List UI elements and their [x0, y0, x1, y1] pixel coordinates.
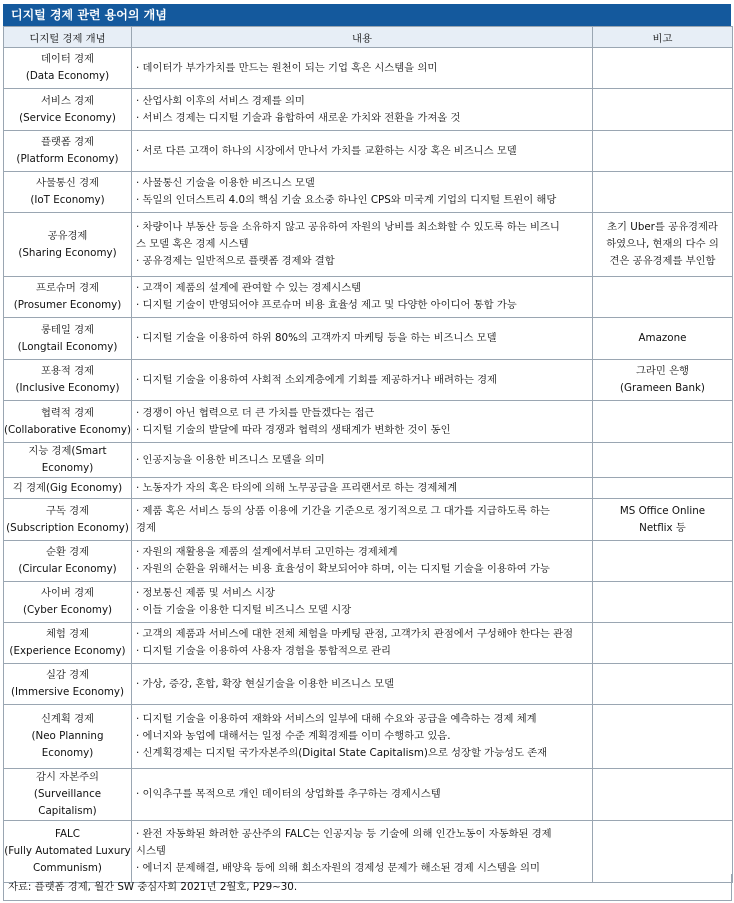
table-row: [4, 318, 733, 360]
term-cell: [4, 623, 132, 664]
terms-table: [3, 26, 733, 883]
content-line: · 디지털 기술을 이용하여 사용자 경험을 통합적으로 관리: [136, 645, 391, 657]
note-cell: [593, 172, 733, 213]
content-line: · 자원의 재활용을 제품의 설계에서부터 고민하는 경제체계: [136, 546, 398, 558]
term-cell: [4, 172, 132, 213]
term-line: 롱테일 경제: [40, 323, 94, 336]
header-row: [4, 27, 733, 48]
content-line: · 노동자가 자의 혹은 타의에 의해 노무공급을 프리랜서로 하는 경제체계: [136, 481, 458, 494]
term-line: (Sharing Economy): [18, 246, 117, 259]
term-line: (IoT Economy): [30, 194, 105, 206]
content-line: · 디지털 기술의 발달에 따라 경쟁과 협력의 생태계가 변화한 것이 동인: [136, 423, 451, 436]
term-line: 서비스 경제: [40, 94, 94, 107]
note-line: (Grameen Bank): [620, 382, 705, 394]
term-line: (Longtail Economy): [17, 340, 118, 353]
source-note: 자료: 플랫폼 경제, 월간 SW 중심사회 2021년 2월호, P29~30.: [3, 874, 732, 901]
content-line: · 사물통신 기술을 이용한 비즈니스 모델: [136, 177, 315, 189]
term-line: (Prosumer Economy): [13, 299, 122, 311]
content-line: · 서비스 경제는 디지털 기술과 융합하여 새로운 가치와 전환을 가져올 것: [136, 111, 461, 124]
term-line: Economy): [41, 747, 94, 759]
content-cell: [132, 443, 593, 478]
content-line: · 완전 자동화된 화려한 공산주의 FALC는 인공지능 등 기술에 의해 인간노동이 자동화된 경제: [136, 828, 552, 840]
content-line: · 이들 기술을 이용한 디지털 비즈니스 모델 시장: [136, 604, 352, 616]
term-cell: [4, 131, 132, 172]
content-cell: [132, 172, 593, 213]
table-row: [4, 401, 733, 443]
term-line: 순환 경제: [45, 546, 90, 558]
note-line: Amazone: [638, 332, 687, 344]
note-cell: [593, 89, 733, 131]
term-line: (Neo Planning: [31, 730, 104, 742]
table-row: [4, 664, 733, 705]
note-cell: [593, 582, 733, 623]
content-cell: [132, 131, 593, 172]
term-line: (Data Economy): [25, 70, 110, 82]
table-row: [4, 769, 733, 821]
term-line: 프로슈머 경제: [36, 282, 99, 294]
table-row: [4, 478, 733, 499]
note-line: 그라민 은행: [635, 365, 689, 377]
note-line: 하였으나, 현재의 다수 의: [606, 238, 719, 250]
term-line: Communism): [33, 862, 102, 874]
content-line: · 디지털 기술을 이용하여 재화와 서비스의 일부에 대해 수요와 공급을 예측하는 경제 체계: [136, 713, 537, 725]
content-line: · 독일의 인더스트리 4.0의 핵심 기술 요소중 하나인 CPS와 미국계 기업의 디지털 트윈이 해당: [136, 194, 557, 206]
note-cell: [593, 623, 733, 664]
content-cell: [132, 213, 593, 277]
content-cell: [132, 478, 593, 499]
content-line: 시스템: [136, 845, 166, 857]
table-row: [4, 89, 733, 131]
content-line: · 제품 혹은 서비스 등의 상품 이용에 기간을 기준으로 정기적으로 그 대가를 지급하도록 하는: [136, 504, 550, 517]
term-cell: [4, 705, 132, 769]
note-cell: [593, 277, 733, 318]
term-cell: [4, 443, 132, 478]
table-row: [4, 623, 733, 664]
header-term: 디지털 경제 개념: [4, 27, 132, 48]
content-line: · 에너지와 농업에 대해서는 일정 수준 계획경제를 이미 수행하고 있음.: [136, 730, 451, 742]
content-line: · 디지털 기술이 반영되어야 프로슈머 비용 효율성 제고 및 다양한 아이디어 통합 가능: [136, 299, 517, 311]
content-cell: [132, 277, 593, 318]
term-line: (Fully Automated Luxury: [4, 845, 131, 857]
note-cell: [593, 664, 733, 705]
term-line: 구독 경제: [45, 504, 90, 517]
content-line: · 에너지 문제해결, 배양육 등에 의해 희소자원의 경제성 문제가 해소된 경제 시스템을 의미: [136, 862, 540, 874]
note-cell: [593, 213, 733, 277]
content-cell: [132, 499, 593, 541]
term-line: (Surveillance Capitalism): [33, 788, 102, 817]
note-cell: [593, 48, 733, 89]
content-line: · 자원의 순환을 위해서는 비용 효율성이 확보되어야 하며, 이는 디지털 기술을 이용하여 가능: [136, 563, 550, 575]
content-line: · 공유경제는 일반적으로 플랫폼 경제와 결합: [136, 255, 335, 267]
term-cell: [4, 664, 132, 705]
table-body: [4, 48, 733, 883]
content-line: · 정보통신 제품 및 서비스 시장: [136, 587, 275, 599]
term-line: 포용적 경제: [40, 365, 94, 377]
note-cell: [593, 705, 733, 769]
content-line: · 고객의 제품과 서비스에 대한 전체 체험을 마케팅 관점, 고객가치 관점에서 구성해야 한다는 관점: [136, 628, 574, 640]
term-cell: [4, 582, 132, 623]
term-line: (Experience Economy): [9, 645, 126, 657]
note-line: 견은 공유경제를 부인함: [609, 255, 716, 267]
table-row: [4, 443, 733, 478]
content-line: · 디지털 기술을 이용하여 하위 80%의 고객까지 마케팅 등을 하는 비즈니스 모델: [136, 332, 497, 344]
content-line: · 인공지능을 이용한 비즈니스 모델을 의미: [136, 453, 325, 466]
content-cell: [132, 89, 593, 131]
table-row: [4, 582, 733, 623]
note-cell: [593, 541, 733, 582]
term-cell: [4, 89, 132, 131]
content-cell: [132, 318, 593, 360]
content-line: 스 모델 혹은 경제 시스템: [136, 238, 249, 250]
term-line: 신계획 경제: [40, 713, 94, 725]
content-cell: [132, 541, 593, 582]
note-line: 초기 Uber를 공유경제라: [607, 221, 718, 233]
term-line: (Circular Economy): [18, 563, 117, 575]
term-line: 체험 경제: [45, 628, 90, 640]
term-line: (Immersive Economy): [10, 686, 125, 698]
term-cell: [4, 499, 132, 541]
content-line: · 경쟁이 아닌 협력으로 더 큰 가치를 만들겠다는 접근: [136, 406, 375, 419]
content-cell: [132, 48, 593, 89]
content-cell: [132, 664, 593, 705]
content-line: · 디지털 기술을 이용하여 사회적 소외계층에게 기회를 제공하거나 배려하는 경제: [136, 373, 497, 386]
content-line: · 고객이 제품의 설계에 관여할 수 있는 경제시스템: [136, 282, 362, 294]
content-line: · 가상, 증강, 혼합, 확장 현실기술을 이용한 비즈니스 모델: [136, 677, 395, 690]
term-line: (Inclusive Economy): [15, 382, 120, 394]
table-row: [4, 213, 733, 277]
content-cell: [132, 360, 593, 401]
term-cell: [4, 48, 132, 89]
term-cell: [4, 478, 132, 499]
term-line: (Service Economy): [19, 111, 116, 124]
term-line: 협력적 경제: [40, 406, 94, 419]
term-line: 실감 경제: [45, 669, 90, 681]
term-line: 긱 경제(Gig Economy): [12, 481, 123, 494]
header-content: 내용: [132, 27, 593, 48]
term-cell: [4, 277, 132, 318]
content-cell: [132, 623, 593, 664]
table-row: [4, 172, 733, 213]
table-row: [4, 131, 733, 172]
term-line: (Platform Economy): [16, 153, 119, 165]
table-row: [4, 277, 733, 318]
content-line: · 서로 다른 고객이 하나의 시장에서 만나서 가치를 교환하는 시장 혹은 비즈니스 모델: [136, 144, 517, 157]
content-line: · 이익추구를 목적으로 개인 데이터의 상업화를 추구하는 경제시스템: [136, 788, 441, 800]
term-line: (Cyber Economy): [22, 604, 113, 616]
table-title: 디지털 경제 관련 용어의 개념: [3, 4, 731, 26]
content-cell: [132, 582, 593, 623]
content-line: · 산업사회 이후의 서비스 경제를 의미: [136, 94, 305, 107]
note-line: Netflix 등: [639, 521, 686, 534]
note-cell: [593, 478, 733, 499]
term-line: 감시 자본주의: [36, 771, 99, 783]
term-line: 데이터 경제: [40, 53, 94, 65]
header-note: 비고: [593, 27, 733, 48]
content-cell: [132, 769, 593, 821]
term-line: 사이버 경제: [40, 587, 94, 599]
table-row: [4, 499, 733, 541]
table-row: [4, 360, 733, 401]
table-row: [4, 705, 733, 769]
content-cell: [132, 705, 593, 769]
term-line: 사물통신 경제: [36, 177, 99, 189]
content-line: · 데이터가 부가가치를 만드는 원천이 되는 기업 혹은 시스템을 의미: [136, 61, 438, 74]
note-cell: [593, 318, 733, 360]
note-cell: [593, 769, 733, 821]
term-cell: [4, 769, 132, 821]
term-cell: [4, 318, 132, 360]
term-line: (Subscription Economy): [6, 521, 129, 534]
term-cell: [4, 213, 132, 277]
term-line: (Collaborative Economy): [4, 423, 131, 436]
note-cell: [593, 360, 733, 401]
content-line: · 차량이나 부동산 등을 소유하지 않고 공유하여 자원의 낭비를 최소화할 수 있도록 하는 비즈니: [136, 221, 560, 233]
note-cell: [593, 499, 733, 541]
content-line: 경제: [136, 521, 156, 534]
term-cell: [4, 541, 132, 582]
note-cell: [593, 131, 733, 172]
table-row: [4, 541, 733, 582]
term-cell: [4, 401, 132, 443]
content-line: · 신계획경제는 디지털 국가자본주의(Digital State Capitalism)으로 성장할 가능성도 존재: [136, 747, 548, 759]
note-cell: [593, 401, 733, 443]
term-line: FALC: [55, 828, 80, 840]
term-line: 지능 경제(Smart Economy): [28, 445, 107, 474]
content-cell: [132, 401, 593, 443]
table-row: [4, 48, 733, 89]
note-line: MS Office Online: [619, 504, 706, 517]
term-line: 플랫폼 경제: [40, 136, 94, 148]
note-cell: [593, 443, 733, 478]
term-cell: [4, 360, 132, 401]
term-line: 공유경제: [47, 229, 88, 242]
